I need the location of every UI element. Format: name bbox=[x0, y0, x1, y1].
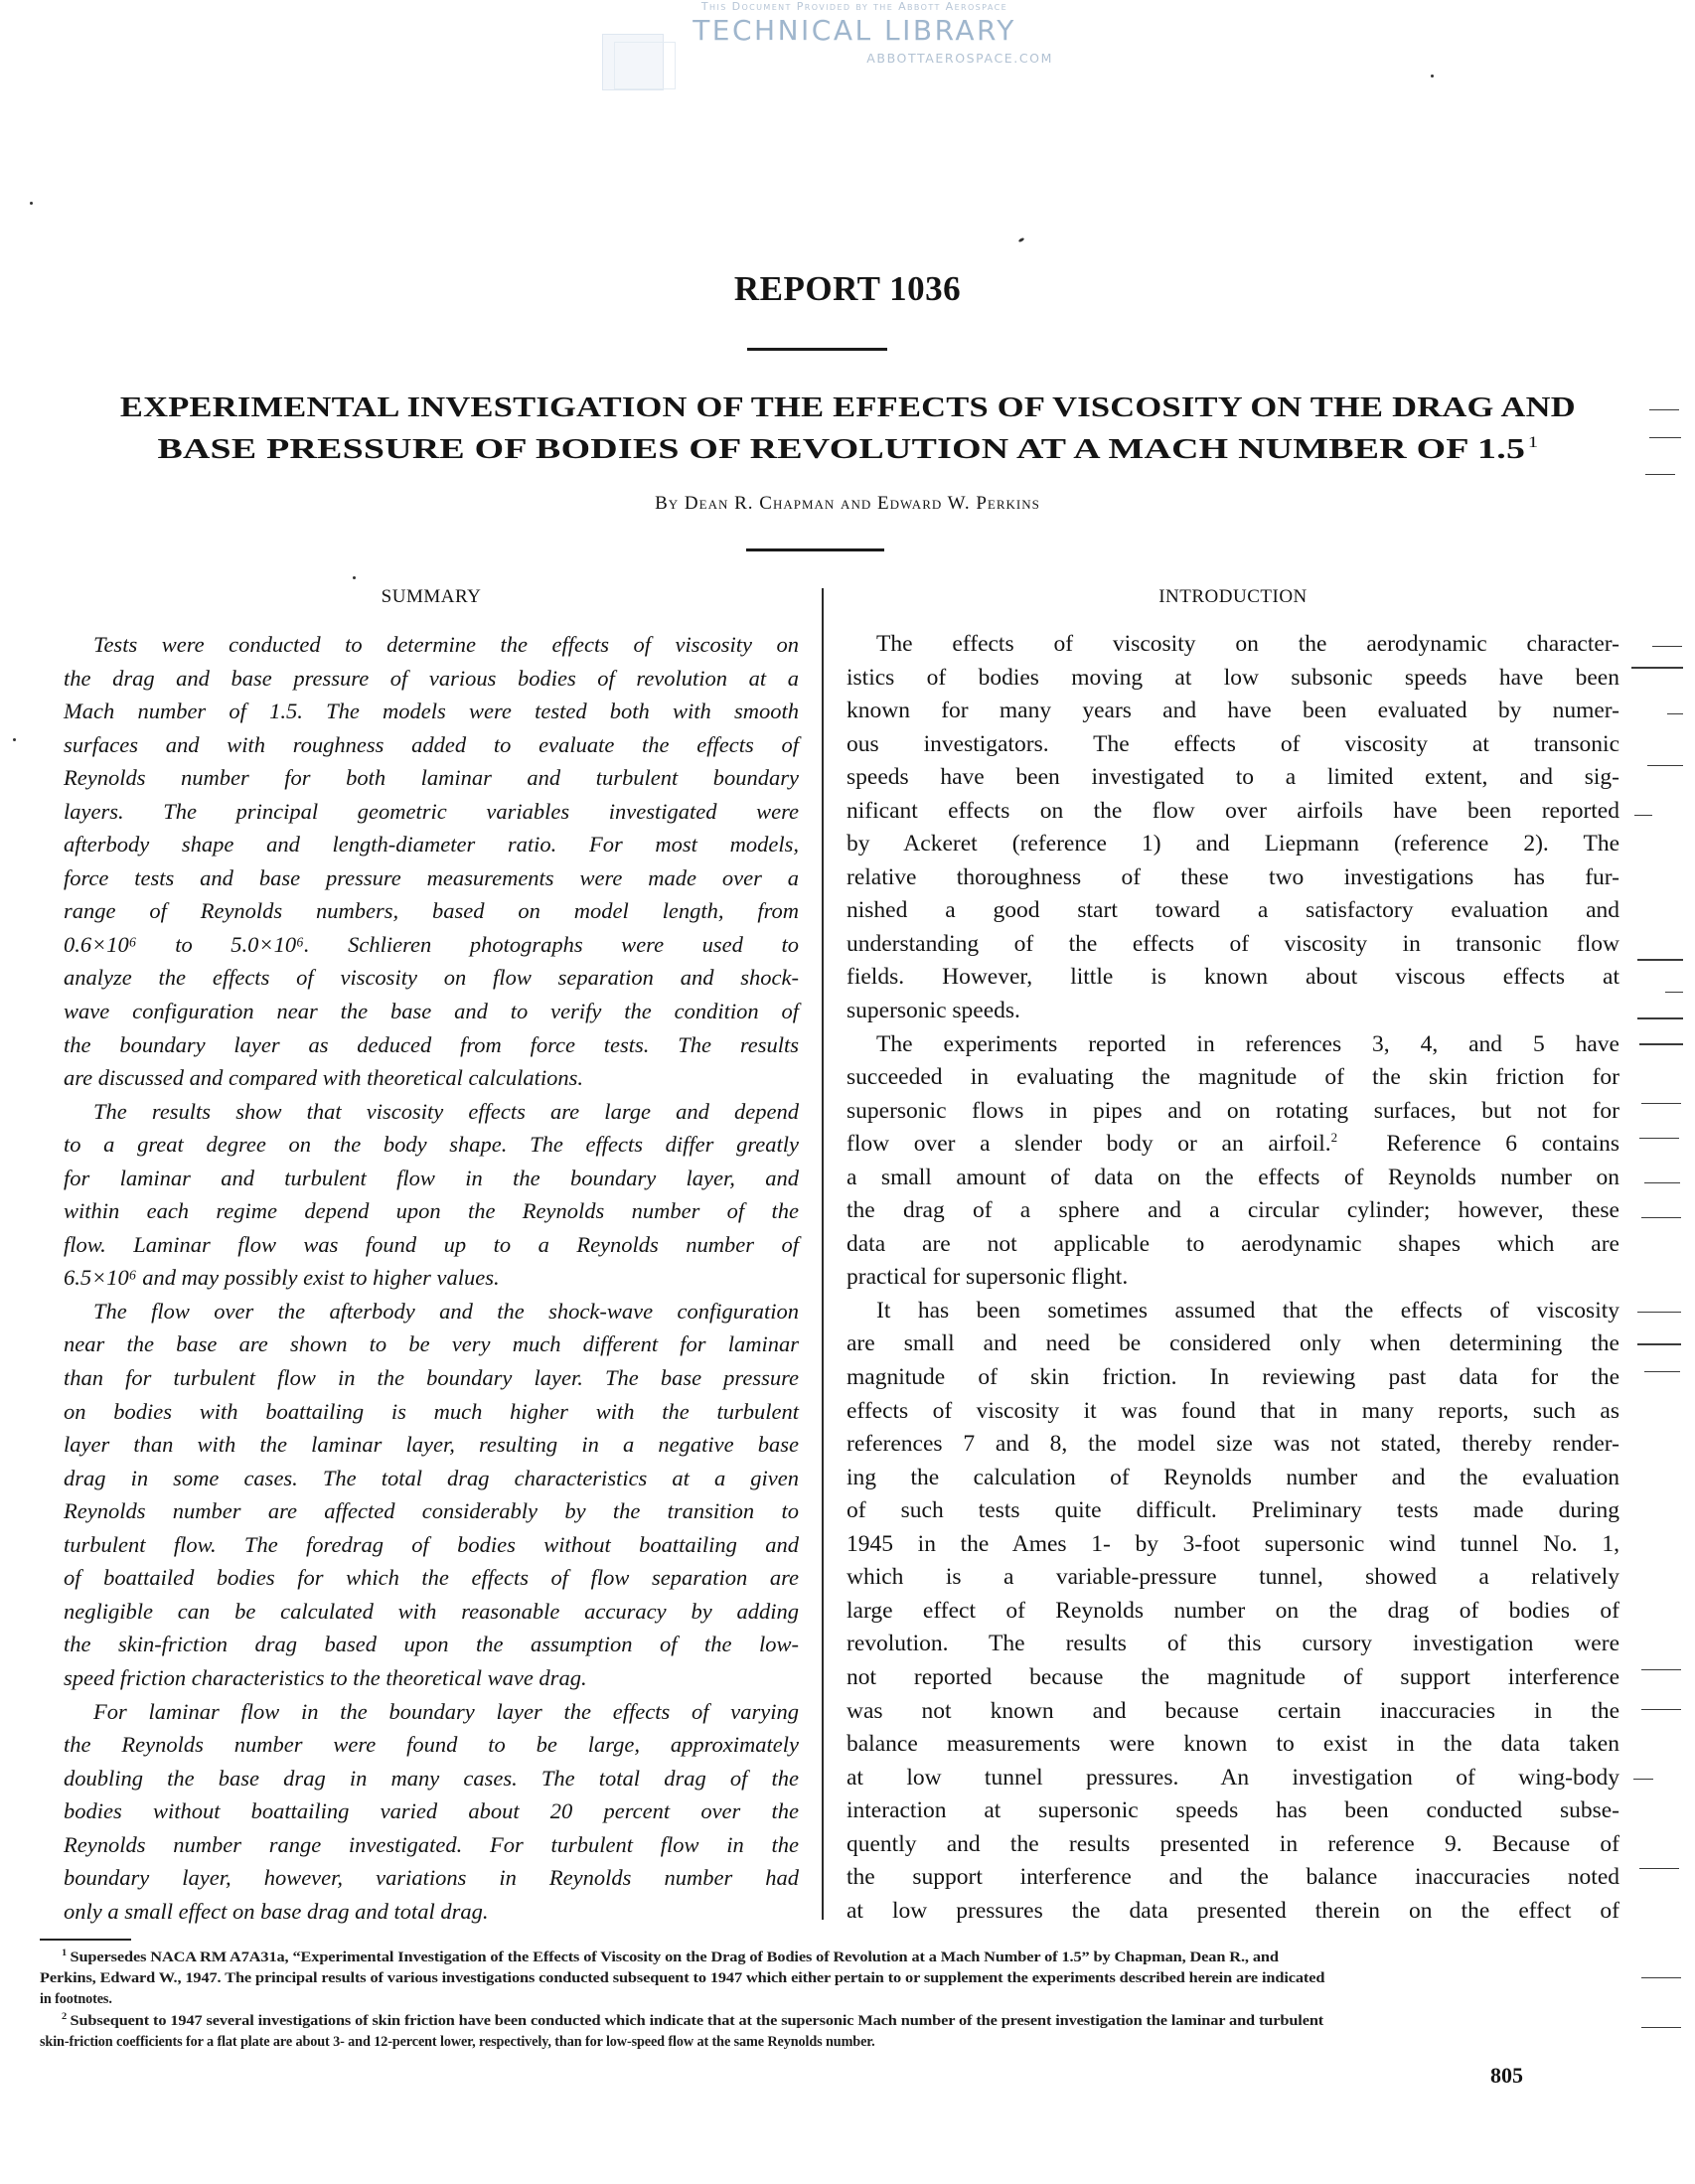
introduction-line-text: known for many years and have been evaluated by numer- bbox=[847, 698, 1619, 724]
introduction-line bbox=[847, 961, 1619, 995]
title-footnote-mark: 1 bbox=[1527, 434, 1538, 452]
introduction-line bbox=[847, 1128, 1619, 1162]
margin-mark bbox=[1641, 2027, 1681, 2028]
introduction-line bbox=[847, 1861, 1619, 1895]
footnote-1-line bbox=[62, 1949, 1279, 1966]
introduction-line-text: data are not applicable to aerodynamic shapes which are bbox=[847, 1230, 1619, 1257]
footnote-text: skin-friction coefficients for a flat plate are about 3- and 12-percent lower, respectively, than for low-speed flow at the same Reynolds number. bbox=[40, 2034, 875, 2050]
summary-line bbox=[64, 795, 799, 829]
footnote-mark: 2 bbox=[62, 2011, 68, 2022]
introduction-line-text: was not known and because certain inaccuracies in the bbox=[847, 1697, 1619, 1724]
introduction-line bbox=[847, 695, 1619, 728]
introduction-line bbox=[847, 1462, 1619, 1495]
introduction-column bbox=[847, 628, 1619, 1928]
introduction-line bbox=[847, 1561, 1619, 1595]
margin-mark bbox=[1637, 1312, 1681, 1313]
introduction-line bbox=[847, 1194, 1619, 1228]
summary-line-text: for laminar and turbulent flow in the boundary layer, and bbox=[64, 1165, 799, 1190]
report-title-line-2-text: BASE PRESSURE OF BODIES OF REVOLUTION AT A MACH NUMBER OF 1.5 bbox=[157, 433, 1525, 465]
summary-line-text: afterbody shape and length-diameter ratio. For most models, bbox=[64, 832, 799, 858]
introduction-line-text: the drag of a sphere and a circular cylinder; however, these bbox=[847, 1197, 1619, 1224]
summary-line bbox=[64, 961, 799, 995]
introduction-line-text: of such tests quite difficult. Preliminary tests made during bbox=[847, 1497, 1619, 1524]
footnote-mark: 1 bbox=[62, 1948, 68, 1958]
watermark-technical-library: TECHNICAL LIBRARY bbox=[693, 14, 1016, 47]
report-title-line-1-inner bbox=[120, 390, 1576, 425]
summary-line-text: The flow over the afterbody and the shock-wave configuration bbox=[93, 1298, 799, 1324]
introduction-line bbox=[847, 1762, 1619, 1795]
summary-line bbox=[64, 1595, 799, 1629]
introduction-line bbox=[847, 1728, 1619, 1762]
introduction-line-text: balance measurements were known to exist in the data taken bbox=[847, 1731, 1619, 1758]
introduction-line-text: quently and the results presented in reference 9. Because of bbox=[847, 1830, 1619, 1857]
introduction-line-text: effects of viscosity it was found that in many reports, such as bbox=[847, 1397, 1619, 1424]
introduction-line bbox=[847, 894, 1619, 928]
summary-line bbox=[64, 1095, 799, 1129]
introduction-line-text: nificant effects on the flow over airfoils have been reported bbox=[847, 797, 1619, 824]
summary-line-text: within each regime depend upon the Reynolds number of the bbox=[64, 1198, 799, 1224]
margin-mark bbox=[1649, 437, 1681, 438]
summary-line-text: the drag and base pressure of various bodies of revolution at a bbox=[64, 665, 799, 691]
footnote-text: Perkins, Edward W., 1947. The principal results of various investigations conducted subsequent to 1947 which either pertain to or supplement the experiments described herein are indicated bbox=[40, 1970, 1325, 1986]
introduction-line-text: not reported because the magnitude of support interference bbox=[847, 1663, 1619, 1690]
summary-line bbox=[64, 1861, 799, 1895]
margin-mark bbox=[1641, 1709, 1681, 1710]
summary-line bbox=[64, 1462, 799, 1495]
summary-line-text: Reynolds number for both laminar and turbulent boundary bbox=[64, 765, 799, 791]
summary-line-text: Tests were conducted to determine the effects of viscosity on bbox=[93, 632, 799, 657]
summary-line-text: boundary layer, however, variations in Reynolds number had bbox=[64, 1865, 799, 1891]
introduction-line-text: ing the calculation of Reynolds number and the evaluation bbox=[847, 1464, 1619, 1490]
report-title-line-2-inner bbox=[157, 431, 1538, 467]
footnote-1-line bbox=[40, 1969, 1324, 1987]
introduction-line-text: magnitude of skin friction. In reviewing past data for the bbox=[847, 1364, 1619, 1391]
report-title-line-2 bbox=[0, 431, 1695, 467]
footnote-1-line bbox=[40, 1990, 112, 2008]
summary-line-text: to a great degree on the body shape. The effects differ greatly bbox=[64, 1132, 799, 1158]
introduction-line bbox=[847, 1327, 1619, 1361]
summary-line bbox=[64, 928, 799, 962]
footnote-2-line bbox=[62, 2012, 1323, 2030]
introduction-line-text: practical for supersonic flight. bbox=[847, 1264, 1129, 1291]
summary-line bbox=[64, 1327, 799, 1361]
summary-line-text: layer than with the laminar layer, resulting in a negative base bbox=[64, 1432, 799, 1458]
summary-line bbox=[64, 695, 799, 728]
introduction-line bbox=[847, 1895, 1619, 1929]
summary-line-text: the Reynolds number were found to be large, approximately bbox=[64, 1732, 799, 1758]
report-title-line-1 bbox=[0, 390, 1695, 425]
summary-line bbox=[64, 1295, 799, 1328]
summary-line-text: 6.5×10⁶ and may possibly exist to higher values. bbox=[64, 1265, 500, 1291]
summary-line bbox=[64, 761, 799, 795]
introduction-line-text: understanding of the effects of viscosity in transonic flow bbox=[847, 930, 1619, 957]
margin-mark bbox=[1649, 409, 1679, 410]
summary-line bbox=[64, 1162, 799, 1195]
margin-mark bbox=[1637, 959, 1683, 961]
introduction-line-text: revolution. The results of this cursory investigation were bbox=[847, 1631, 1619, 1657]
footnote-rule bbox=[40, 1939, 131, 1941]
summary-line-text: are discussed and compared with theoretical calculations. bbox=[64, 1065, 584, 1091]
margin-mark bbox=[1645, 474, 1675, 475]
summary-line-text: of boattailed bodies for which the effects of flow separation are bbox=[64, 1565, 799, 1591]
introduction-line-text: speeds have been investigated to a limited extent, and sig- bbox=[847, 764, 1619, 791]
summary-line-text: speed friction characteristics to the theoretical wave drag. bbox=[64, 1664, 587, 1690]
summary-line bbox=[64, 1261, 799, 1295]
introduction-line bbox=[847, 1428, 1619, 1462]
introduction-line-text: flow over a slender body or an airfoil. bbox=[847, 1131, 1331, 1158]
summary-line bbox=[64, 728, 799, 762]
introduction-line-text: interaction at supersonic speeds has been conducted subse- bbox=[847, 1797, 1619, 1824]
summary-line bbox=[64, 995, 799, 1028]
introduction-line-text: It has been sometimes assumed that the effects of viscosity bbox=[876, 1297, 1619, 1324]
summary-line bbox=[64, 1361, 799, 1395]
scan-speck bbox=[13, 738, 16, 741]
summary-line-text: The results show that viscosity effects are large and depend bbox=[93, 1098, 799, 1124]
introduction-line bbox=[847, 1061, 1619, 1095]
watermark-url: ABBOTTAEROSPACE.COM bbox=[866, 51, 1053, 66]
introduction-line bbox=[847, 1295, 1619, 1328]
footnote-text: Supersedes NACA RM A7A31a, “Experimental Investigation of the Effects of Viscosity on the Drag of Bodies of Revolution at a Mach Number of 1.5” by Chapman, Dean R., and bbox=[70, 1950, 1279, 1965]
introduction-heading: INTRODUCTION bbox=[1158, 586, 1308, 607]
summary-line-text: analyze the effects of viscosity on flow separation and shock- bbox=[64, 965, 799, 991]
summary-line-text: the skin-friction drag based upon the assumption of the low- bbox=[64, 1632, 799, 1657]
margin-mark bbox=[1641, 1103, 1681, 1104]
summary-line bbox=[64, 1695, 799, 1729]
introduction-line-text: The experiments reported in references 3, 4, and 5 have bbox=[876, 1030, 1619, 1057]
introduction-line bbox=[847, 861, 1619, 895]
summary-line-text: than for turbulent flow in the boundary layer. The base pressure bbox=[64, 1365, 799, 1391]
introduction-line-text: The effects of viscosity on the aerodynamic character- bbox=[876, 631, 1619, 657]
introduction-line-text: ous investigators. The effects of viscosity at transonic bbox=[847, 730, 1619, 757]
introduction-line-text: by Ackeret (reference 1) and Liepmann (reference 2). The bbox=[847, 831, 1619, 858]
title-rule-bottom bbox=[746, 548, 884, 551]
summary-line bbox=[64, 1028, 799, 1062]
summary-line bbox=[64, 1828, 799, 1862]
summary-line-text: force tests and base pressure measurements were made over a bbox=[64, 864, 799, 890]
page-number: 805 bbox=[1490, 2063, 1523, 2088]
scan-speck bbox=[353, 576, 356, 579]
introduction-line-text: the support interference and the balance inaccuracies noted bbox=[847, 1864, 1619, 1891]
introduction-line-text: supersonic speeds. bbox=[847, 998, 1020, 1024]
introduction-line bbox=[847, 1228, 1619, 1262]
introduction-line bbox=[847, 1695, 1619, 1729]
summary-line-text: near the base are shown to be very much different for laminar bbox=[64, 1331, 799, 1357]
margin-mark bbox=[1641, 1669, 1681, 1670]
introduction-line bbox=[847, 1028, 1619, 1062]
introduction-line bbox=[847, 1528, 1619, 1562]
author-byline: By Dean R. Chapman and Edward W. Perkins bbox=[655, 493, 1040, 514]
introduction-line bbox=[847, 1261, 1619, 1295]
summary-line bbox=[64, 894, 799, 928]
summary-line-text: For laminar flow in the boundary layer the effects of varying bbox=[93, 1698, 799, 1724]
summary-line-text: drag in some cases. The total drag characteristics at a given bbox=[64, 1465, 799, 1490]
summary-line bbox=[64, 1494, 799, 1528]
summary-line-text: wave configuration near the base and to verify the condition of bbox=[64, 999, 799, 1024]
summary-line bbox=[64, 861, 799, 895]
introduction-line bbox=[847, 1628, 1619, 1661]
summary-line bbox=[64, 1061, 799, 1095]
margin-mark bbox=[1634, 815, 1652, 816]
summary-line bbox=[64, 1128, 799, 1162]
summary-column bbox=[64, 628, 799, 1928]
margin-mark bbox=[1644, 1182, 1680, 1183]
summary-line-text: 0.6×10⁶ to 5.0×10⁶. Schlieren photographs were used to bbox=[64, 931, 799, 957]
margin-mark bbox=[1641, 1217, 1681, 1218]
summary-line bbox=[64, 1628, 799, 1661]
introduction-line bbox=[847, 1095, 1619, 1129]
report-number: REPORT 1036 bbox=[733, 269, 962, 308]
column-divider bbox=[822, 588, 824, 1920]
margin-mark bbox=[1644, 1371, 1680, 1372]
summary-line bbox=[64, 1528, 799, 1562]
footnote-text: Subsequent to 1947 several investigations of skin friction have been conducted which indicate that at the supersonic Mach number of the present investigation the laminar and turbulent bbox=[70, 2013, 1324, 2029]
introduction-line-text: references 7 and 8, the model size was not stated, thereby render- bbox=[847, 1431, 1619, 1458]
footnote-reference-mark: 2 bbox=[1330, 1130, 1338, 1146]
margin-mark bbox=[1652, 646, 1682, 647]
summary-line bbox=[64, 1395, 799, 1429]
introduction-line bbox=[847, 628, 1619, 662]
introduction-line bbox=[847, 1162, 1619, 1195]
margin-mark bbox=[1667, 713, 1683, 714]
introduction-line-text: nished a good start toward a satisfactory evaluation and bbox=[847, 897, 1619, 924]
summary-line bbox=[64, 628, 799, 662]
introduction-line-text: large effect of Reynolds number on the drag of bodies of bbox=[847, 1597, 1619, 1624]
introduction-line-text: supersonic flows in pipes and on rotating surfaces, but not for bbox=[847, 1097, 1619, 1124]
scan-speck bbox=[30, 202, 33, 205]
summary-line bbox=[64, 1728, 799, 1762]
summary-line-text: the boundary layer as deduced from force tests. The results bbox=[64, 1031, 799, 1057]
introduction-line bbox=[847, 928, 1619, 962]
summary-line bbox=[64, 1228, 799, 1262]
report-title-line-1-text: EXPERIMENTAL INVESTIGATION OF THE EFFECTS OF VISCOSITY ON THE DRAG AND bbox=[119, 391, 1576, 423]
scan-speck bbox=[1018, 237, 1025, 243]
summary-line bbox=[64, 1194, 799, 1228]
footnote-text: in footnotes. bbox=[40, 1991, 112, 2007]
introduction-line bbox=[847, 1828, 1619, 1862]
introduction-line-text: 1945 in the Ames 1- by 3-foot supersonic wind tunnel No. 1, bbox=[847, 1530, 1619, 1557]
margin-mark bbox=[1641, 1977, 1681, 1978]
abbott-aerospace-watermark bbox=[596, 0, 1113, 91]
margin-mark bbox=[1639, 1138, 1679, 1139]
summary-line bbox=[64, 828, 799, 861]
summary-line-text: only a small effect on base drag and total drag. bbox=[64, 1898, 489, 1924]
summary-line-text: on bodies with boattailing is much higher with the turbulent bbox=[64, 1398, 799, 1424]
introduction-line-text: which is a variable-pressure tunnel, showed a relatively bbox=[847, 1564, 1619, 1591]
introduction-line bbox=[847, 1661, 1619, 1695]
introduction-line-text: are small and need be considered only when determining the bbox=[847, 1330, 1619, 1357]
introduction-line-text: fields. However, little is known about viscous effects at bbox=[847, 964, 1619, 991]
summary-line-text: doubling the base drag in many cases. The total drag of the bbox=[64, 1765, 799, 1791]
summary-line bbox=[64, 1762, 799, 1795]
margin-mark bbox=[1647, 765, 1683, 766]
margin-mark bbox=[1637, 1017, 1683, 1019]
introduction-line-text: succeeded in evaluating the magnitude of the skin friction for bbox=[847, 1064, 1619, 1091]
introduction-line-text: at low tunnel pressures. An investigation of wing-body bbox=[847, 1764, 1619, 1791]
introduction-line bbox=[847, 761, 1619, 795]
summary-line-text: range of Reynolds numbers, based on model length, from bbox=[64, 898, 799, 924]
summary-line-text: flow. Laminar flow was found up to a Reynolds number of bbox=[64, 1231, 799, 1257]
margin-mark bbox=[1637, 1343, 1681, 1345]
summary-line-text: Reynolds number range investigated. For turbulent flow in the bbox=[64, 1831, 799, 1857]
summary-line bbox=[64, 1428, 799, 1462]
margin-mark bbox=[1665, 992, 1683, 993]
introduction-line bbox=[847, 1494, 1619, 1528]
summary-line-text: turbulent flow. The foredrag of bodies without boattailing and bbox=[64, 1531, 799, 1557]
introduction-line bbox=[847, 1595, 1619, 1629]
summary-line bbox=[64, 1794, 799, 1828]
summary-line bbox=[64, 662, 799, 696]
introduction-line-text: a small amount of data on the effects of Reynolds number on bbox=[847, 1164, 1619, 1190]
summary-line-text: negligible can be calculated with reasonable accuracy by adding bbox=[64, 1598, 799, 1624]
footnote-2-line bbox=[40, 2033, 875, 2051]
summary-line-text: surfaces and with roughness added to evaluate the effects of bbox=[64, 731, 799, 757]
summary-line-text: Reynolds number are affected considerably by the transition to bbox=[64, 1498, 799, 1524]
title-rule-top bbox=[747, 348, 887, 351]
summary-line bbox=[64, 1895, 799, 1929]
margin-mark bbox=[1639, 1043, 1683, 1045]
introduction-line bbox=[847, 1395, 1619, 1429]
margin-mark bbox=[1633, 1779, 1653, 1780]
margin-mark bbox=[1639, 1868, 1679, 1869]
introduction-line bbox=[847, 1794, 1619, 1828]
introduction-line bbox=[847, 1361, 1619, 1395]
summary-line bbox=[64, 1561, 799, 1595]
summary-line-text: bodies without boattailing varied about 20 percent over the bbox=[64, 1798, 799, 1824]
summary-line-text: layers. The principal geometric variables investigated were bbox=[64, 798, 799, 824]
introduction-line-text: at low pressures the data presented therein on the effect of bbox=[847, 1897, 1619, 1924]
summary-line bbox=[64, 1661, 799, 1695]
introduction-line bbox=[847, 995, 1619, 1028]
introduction-line-text: istics of bodies moving at low subsonic speeds have been bbox=[847, 664, 1619, 691]
watermark-text-stack bbox=[596, 0, 1113, 68]
introduction-line-text: relative thoroughness of these two investigations has fur- bbox=[847, 863, 1619, 890]
watermark-provided-by: This Document Provided by the Abbott Aerospace bbox=[700, 0, 1008, 13]
margin-mark bbox=[1631, 667, 1683, 669]
introduction-line bbox=[847, 728, 1619, 762]
scan-speck bbox=[1431, 75, 1434, 78]
introduction-line bbox=[847, 795, 1619, 829]
summary-line-text: Mach number of 1.5. The models were tested both with smooth bbox=[64, 699, 799, 724]
introduction-line bbox=[847, 828, 1619, 861]
introduction-line bbox=[847, 662, 1619, 696]
introduction-line-text-continued: Reference 6 contains bbox=[1337, 1131, 1619, 1158]
summary-heading: SUMMARY bbox=[381, 586, 482, 607]
